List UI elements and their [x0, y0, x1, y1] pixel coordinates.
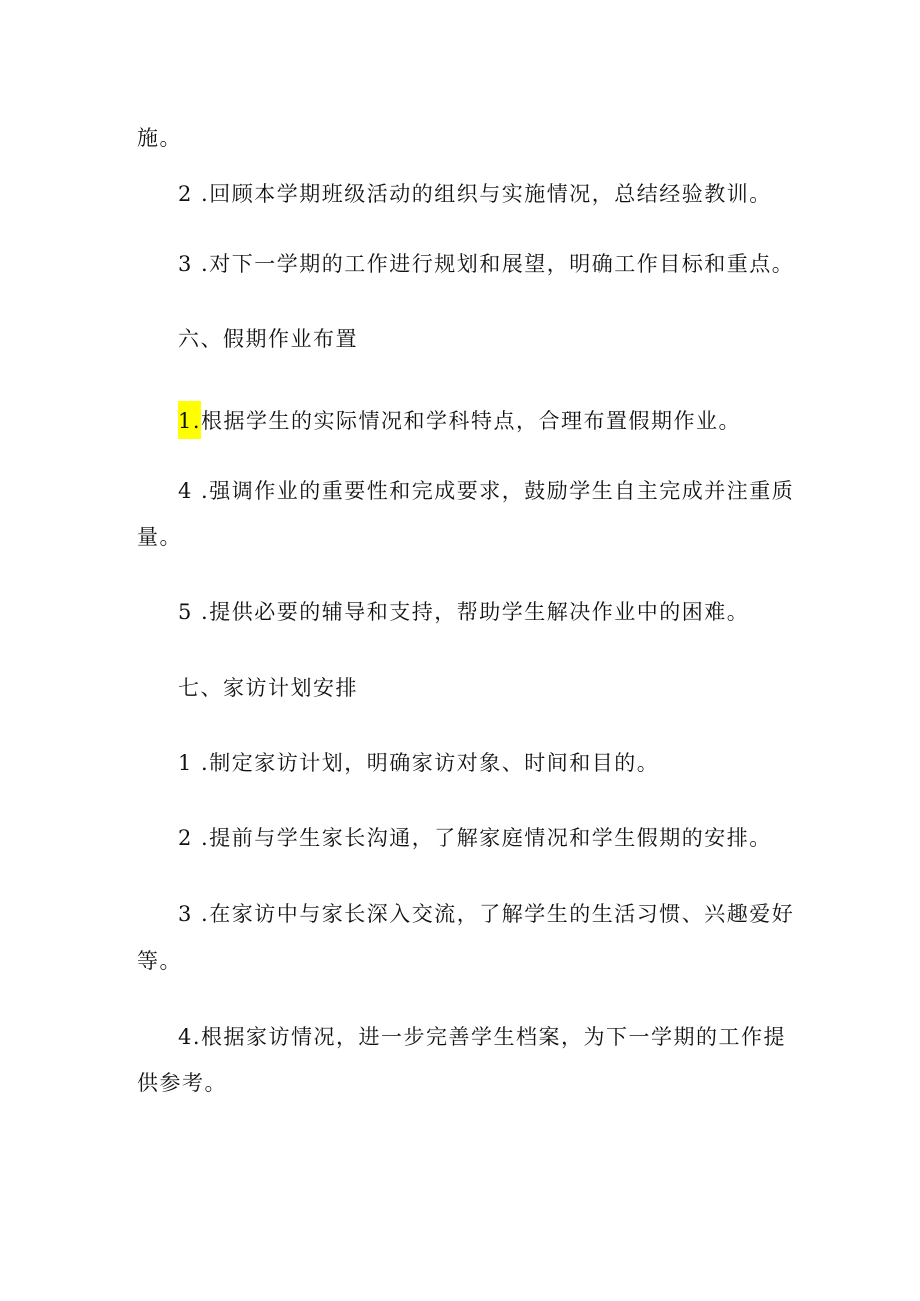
list-item-text: 根据学生的实际情况和学科特点，合理布置假期作业。	[201, 409, 742, 433]
list-item: 4.根据家访情况，进一步完善学生档案，为下一学期的工作提	[178, 1025, 787, 1049]
list-item: 3 .在家访中与家长深入交流，了解学生的生活习惯、兴趣爱好	[178, 902, 795, 926]
paragraph-continuation: 供参考。	[137, 1071, 227, 1095]
paragraph-continuation: 等。	[137, 949, 182, 973]
section-heading: 七、家访计划安排	[178, 676, 358, 700]
list-item: 1 .制定家访计划，明确家访对象、时间和目的。	[178, 751, 660, 775]
list-item: 5 .提供必要的辅导和支持，帮助学生解决作业中的困难。	[178, 600, 750, 624]
list-item: 4 .强调作业的重要性和完成要求，鼓励学生自主完成并注重质	[178, 479, 795, 503]
list-item: 3 .对下一学期的工作进行规划和展望，明确工作目标和重点。	[178, 252, 795, 276]
paragraph-continuation: 量。	[137, 525, 182, 549]
paragraph-continuation: 施。	[137, 126, 182, 150]
list-item	[178, 401, 741, 439]
list-item: 2 .回顾本学期班级活动的组织与实施情况，总结经验教训。	[178, 182, 772, 206]
section-heading: 六、假期作业布置	[178, 327, 358, 351]
list-item: 2 .提前与学生家长沟通，了解家庭情况和学生假期的安排。	[178, 826, 772, 850]
highlighted-number: 1.	[178, 401, 201, 439]
